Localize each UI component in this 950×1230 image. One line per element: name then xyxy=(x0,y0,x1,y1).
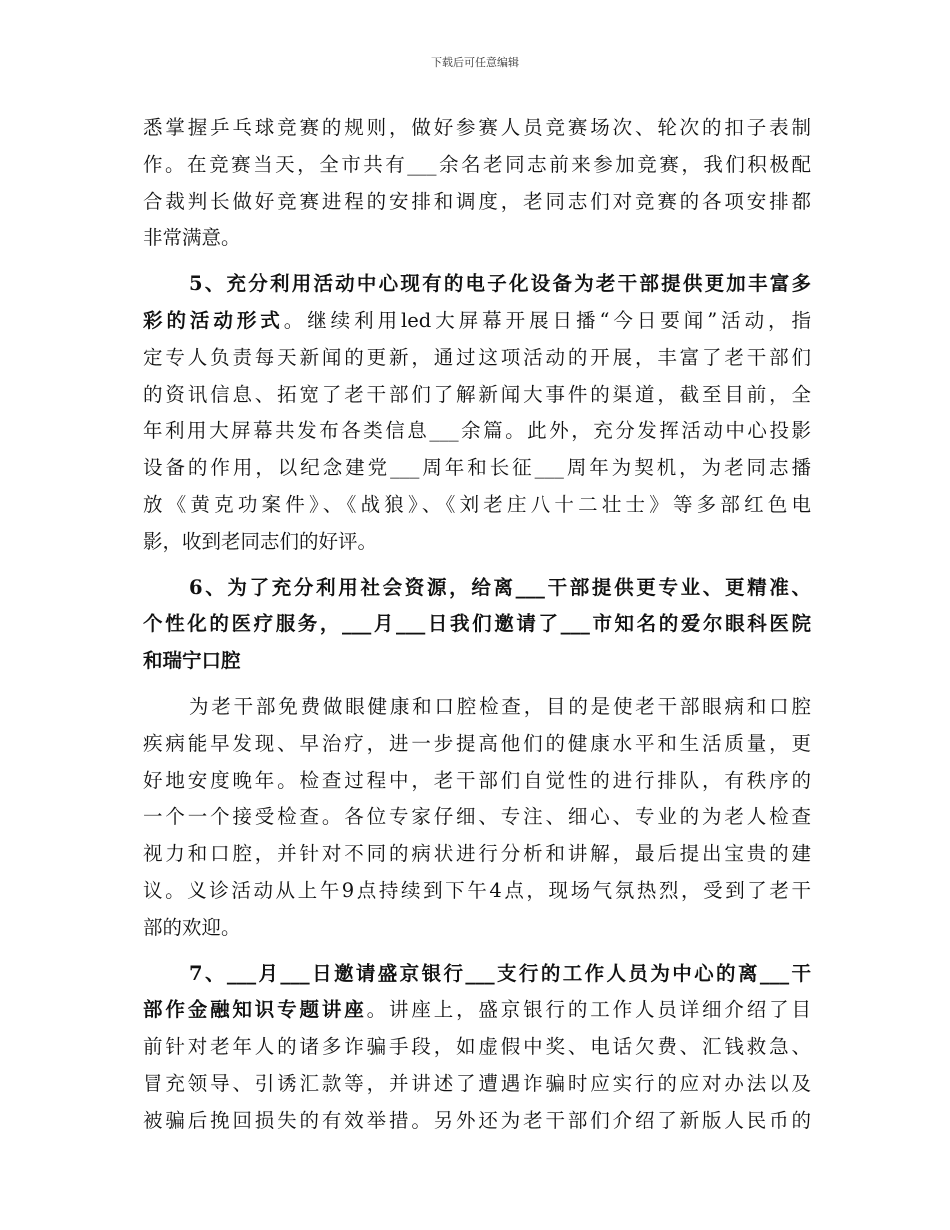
text-line: 议。义诊活动从上午9点持续到下午4点，现场气氛热烈，受到了老干 xyxy=(143,878,811,902)
text-line: 为老干部免费做眼健康和口腔检查，目的是使老干部眼病和口腔 xyxy=(189,694,811,718)
text-line: 部作金融知识专题讲座。讲座上，盛京银行的工作人员详细介绍了目 xyxy=(143,998,811,1022)
text-line: 作。在竞赛当天，全市共有___余名老同志前来参加竞赛，我们积极配 xyxy=(143,152,811,176)
section-heading-line: 个性化的医疗服务，___月___日我们邀请了___市知名的爱尔眼科医院 xyxy=(143,612,811,636)
text-line: 前针对老年人的诸多诈骗手段，如虚假中奖、电话欠费、汇钱救急、 xyxy=(143,1035,811,1059)
text-line: 冒充领导、引诱汇款等，并讲述了遭遇诈骗时应实行的应对办法以及 xyxy=(143,1071,811,1095)
paragraph-7 xyxy=(143,956,811,1140)
text-line: 彩的活动形式。继续利用led大屏幕开展日播“今日要闻”活动，指 xyxy=(143,308,811,332)
paragraph-6 xyxy=(143,570,811,680)
section-heading-line: 7、___月___日邀请盛京银行___支行的工作人员为中心的离___干 xyxy=(189,961,811,985)
paragraph-6-body xyxy=(143,689,811,947)
text-line: 的资讯信息、拓宽了老干部们了解新闻大事件的渠道，截至目前，全 xyxy=(143,382,811,406)
text-line: 非常满意。 xyxy=(143,226,241,250)
text-line: 疾病能早发现、早治疗，进一步提高他们的健康水平和生活质量，更 xyxy=(143,731,811,755)
text-line: 部的欢迎。 xyxy=(143,915,241,939)
text-line: 好地安度晚年。检查过程中，老干部们自觉性的进行排队，有秩序的 xyxy=(143,768,811,792)
text-line: 合裁判长做好竞赛进程的安排和调度，老同志们对竞赛的各项安排都 xyxy=(143,189,811,213)
section-heading-line: 5、充分利用活动中心现有的电子化设备为老干部提供更加丰富多 xyxy=(189,272,811,296)
document-body xyxy=(143,110,811,1140)
section-heading-line: 和瑞宁口腔 xyxy=(143,649,241,673)
section-heading-line: 6、为了充分利用社会资源，给离___干部提供更专业、更精准、 xyxy=(189,575,811,599)
text-line: 视力和口腔，并针对不同的病状进行分析和讲解，最后提出宝贵的建 xyxy=(143,842,811,866)
text-line: 悉掌握乒乓球竞赛的规则，做好参赛人员竞赛场次、轮次的扣子表制 xyxy=(143,116,811,139)
text-line: 影，收到老同志们的好评。 xyxy=(143,529,378,553)
text-line: 定专人负责每天新闻的更新，通过这项活动的开展，丰富了老干部们 xyxy=(143,345,811,369)
text-line: 放《黄克功案件》、《战狼》、《刘老庄八十二壮士》等多部红色电 xyxy=(143,492,811,516)
page-header: 下载后可任意编辑 xyxy=(431,56,519,69)
paragraph-1 xyxy=(143,110,811,257)
text-line: 被骗后挽回损失的有效举措。另外还为老干部们介绍了新版人民币的 xyxy=(143,1108,811,1132)
paragraph-5 xyxy=(143,266,811,560)
text-line: 一个一个接受检查。各位专家仔细、专注、细心、专业的为老人检查 xyxy=(143,805,811,829)
text-line: 设备的作用，以纪念建党___周年和长征___周年为契机，为老同志播 xyxy=(143,456,811,480)
text-line: 年利用大屏幕共发布各类信息___余篇。此外，充分发挥活动中心投影 xyxy=(143,419,811,443)
